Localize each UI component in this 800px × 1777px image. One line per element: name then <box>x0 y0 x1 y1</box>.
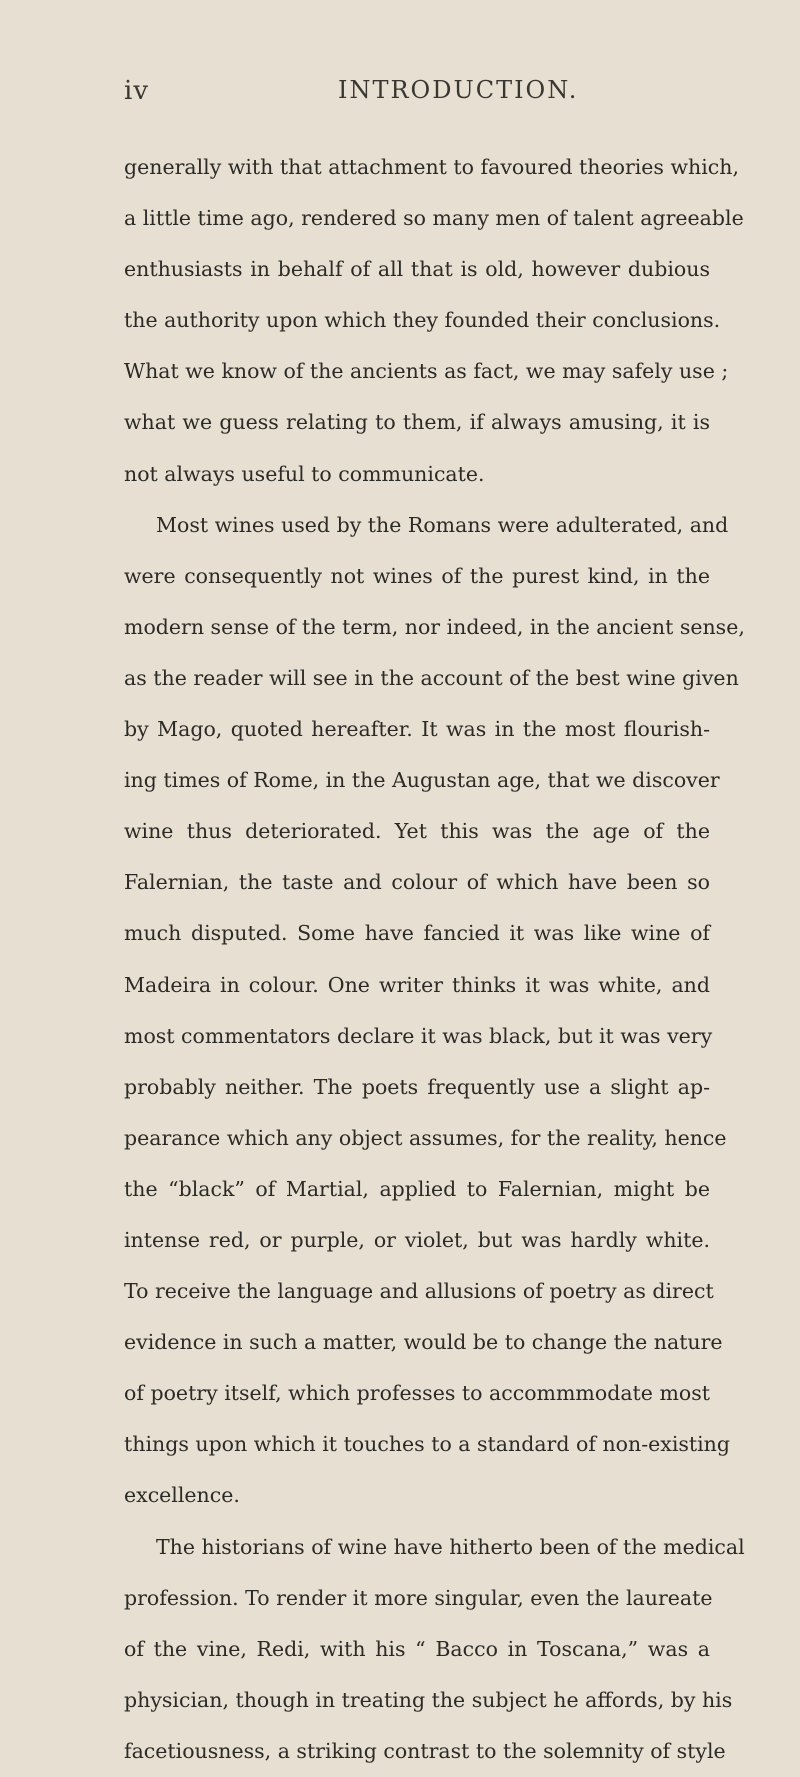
text-line: what we guess relating to them, if always amusing, it is <box>124 410 710 435</box>
text-line: What we know of the ancients as fact, we may safely use ; <box>124 359 729 384</box>
text-line: ing times of Rome, in the Augustan age, that we discover <box>124 768 720 793</box>
text-line: evidence in such a matter, would be to change the nature <box>124 1330 723 1355</box>
text-line: generally with that attachment to favoured theories which, <box>124 155 739 179</box>
text-line: Madeira in colour. One writer thinks it was white, and <box>124 972 710 997</box>
text-line: the authority upon which they founded their conclusions. <box>124 308 721 333</box>
text-line: excellence. <box>124 1483 240 1508</box>
text-line: pearance which any object assumes, for the reality, hence <box>124 1125 727 1150</box>
text-line: modern sense of the term, nor indeed, in the ancient sense, <box>124 614 745 639</box>
text-line: a little time ago, rendered so many men of talent agreeable <box>124 206 744 231</box>
text-line: The historians of wine have hitherto been of the medical <box>156 1534 745 1559</box>
text-line: were consequently not wines of the purest kind, in the <box>124 563 710 588</box>
text-line: physician, though in treating the subject he affords, by his <box>124 1687 733 1712</box>
text-line: of poetry itself, which professes to accommmodate most <box>124 1381 710 1406</box>
text-line: intense red, or purple, or violet, but was hardly white. <box>124 1227 710 1252</box>
text-line: the “black” of Martial, applied to Falernian, might be <box>124 1176 710 1201</box>
text-line: of the vine, Redi, with his “ Bacco in Toscana,” was a <box>124 1636 710 1661</box>
text-line: enthusiasts in behalf of all that is old, however dubious <box>124 257 710 282</box>
text-line: To receive the language and allusions of poetry as direct <box>124 1279 714 1304</box>
text-line: profession. To render it more singular, even the laureate <box>124 1585 713 1610</box>
page-header <box>0 76 800 116</box>
text-line: wine thus deteriorated. Yet this was the age of the <box>124 819 710 844</box>
text-line: most commentators declare it was black, but it was very <box>124 1023 713 1048</box>
body-text <box>124 142 745 1777</box>
text-line: Most wines used by the Romans were adulterated, and <box>156 512 729 537</box>
running-title: INTRODUCTION. <box>338 76 579 104</box>
text-line: by Mago, quoted hereafter. It was in the most flourish- <box>124 717 710 742</box>
text-line: as the reader will see in the account of the best wine given <box>124 665 739 690</box>
page-number: iv <box>124 76 150 106</box>
text-line: things upon which it touches to a standard of non-existing <box>124 1432 731 1457</box>
text-line: facetiousness, a striking contrast to the solemnity of style <box>124 1738 726 1763</box>
text-line: probably neither. The poets frequently use a slight ap- <box>124 1074 710 1099</box>
text-line: much disputed. Some have fancied it was like wine of <box>124 921 710 946</box>
text-line: not always useful to communicate. <box>124 461 485 486</box>
text-line: Falernian, the taste and colour of which have been so <box>124 870 710 895</box>
